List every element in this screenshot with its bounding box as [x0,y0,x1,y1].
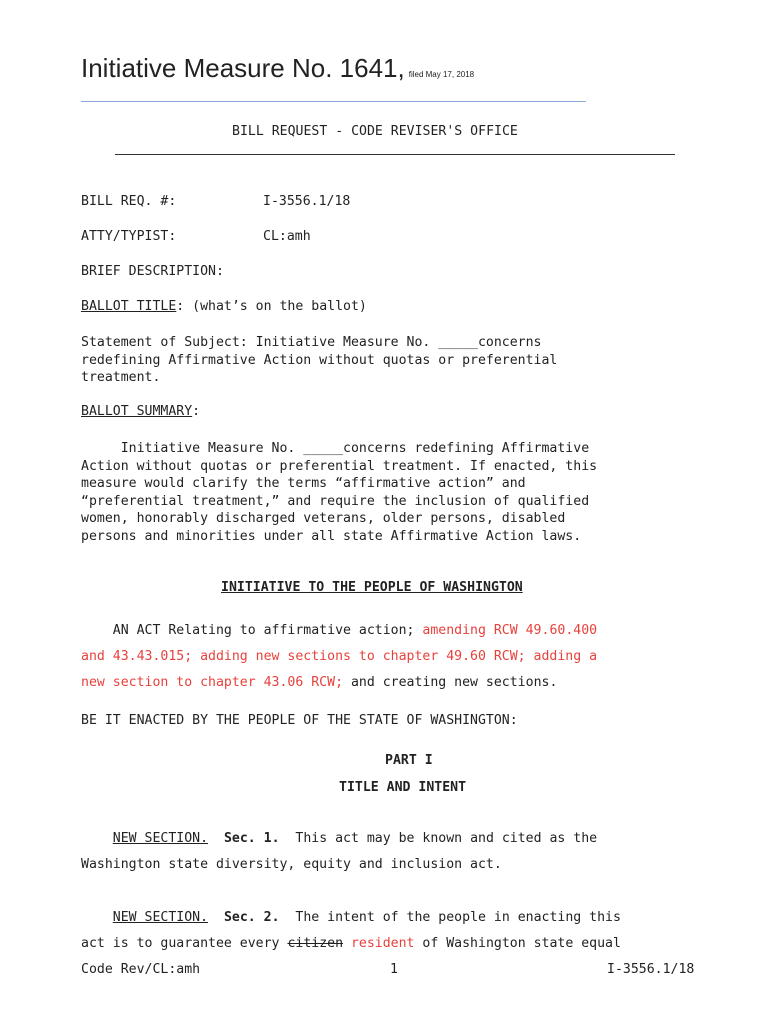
statement-line: treatment. [81,370,161,385]
ballot-title-suffix: : (what’s on the ballot) [176,299,367,314]
footer-left: Code Rev/CL:amh [81,962,201,977]
office-rule [115,154,675,155]
section-2-line [81,905,621,931]
act-paragraph [81,618,597,696]
section-text: This act may be known and cited as the [279,831,598,846]
summary-line: measure would clarify the terms “affirmative action” and [81,476,526,491]
summary-line: persons and minorities under all state Affirmative Action laws. [81,528,582,544]
footer-right: I-3556.1/18 [607,962,695,977]
brief-description: BRIEF DESCRIPTION: [81,264,224,279]
section-text: act is to guarantee every [81,936,288,951]
part-title: TITLE AND INTENT [339,780,467,795]
struck-word: citizen [287,936,344,951]
title-underline [81,101,586,102]
ballot-summary-label: BALLOT SUMMARY [81,404,193,419]
act-line [81,618,597,644]
section-number: Sec. 2. [223,910,280,925]
new-section-label: NEW SECTION. [112,831,209,846]
summary-line: women, honorably discharged veterans, older persons, disabled [81,511,566,526]
bill-req-label: BILL REQ. #: [81,194,177,209]
section-number: Sec. 1. [223,831,280,846]
ballot-summary-text [81,440,597,545]
act-amendment-text: new section to chapter 43.06 RCW; [81,675,344,690]
ballot-summary-heading [81,404,200,419]
act-line-text: and creating new sections. [343,675,558,690]
page-number: 1 [390,962,398,977]
section-2 [81,905,621,957]
statement-line: Statement of Subject: Initiative Measure No. _____concerns [81,335,542,350]
section-2-line [81,931,621,957]
ballot-title-label: BALLOT TITLE [81,299,177,314]
act-line-text: AN ACT Relating to affirmative action; [81,623,423,638]
section-1 [81,826,597,878]
document-title [81,53,474,84]
enacting-clause: BE IT ENACTED BY THE PEOPLE OF THE STATE OF WASHINGTON: [81,713,518,728]
part-label: PART I [385,753,433,768]
summary-line: Initiative Measure No. _____concerns redefining Affirmative [81,441,590,456]
act-amendment-text: amending RCW 49.60.400 [422,623,598,638]
act-line [81,670,597,696]
initiative-heading: INITIATIVE TO THE PEOPLE OF WASHINGTON [221,580,523,595]
ballot-title-line [81,299,367,314]
summary-line: “preferential treatment,” and require the inclusion of qualified [81,493,590,509]
new-section-label: NEW SECTION. [112,910,209,925]
section-text: The intent of the people in enacting this [279,910,621,925]
ballot-summary-colon: : [192,404,201,419]
office-heading: BILL REQUEST - CODE REVISER'S OFFICE [232,124,518,139]
atty-value: CL:amh [263,229,311,244]
statement-of-subject [81,334,557,387]
act-amendment-line: and 43.43.015; adding new sections to chapter 49.60 RCW; adding a [81,649,598,664]
title-text: Initiative Measure No. 1641, [81,53,405,83]
section-1-line: Washington state diversity, equity and inclusion act. [81,857,502,872]
statement-line: redefining Affirmative Action without quotas or preferential [81,352,558,368]
summary-line: Action without quotas or preferential treatment. If enacted, this [81,458,598,474]
bill-req-value: I-3556.1/18 [263,194,351,209]
atty-label: ATTY/TYPIST: [81,229,177,244]
section-1-line [81,826,597,852]
section-text: of Washington state equal [414,936,621,951]
filed-date: filed May 17, 2018 [408,70,475,79]
inserted-word: resident [343,936,415,951]
